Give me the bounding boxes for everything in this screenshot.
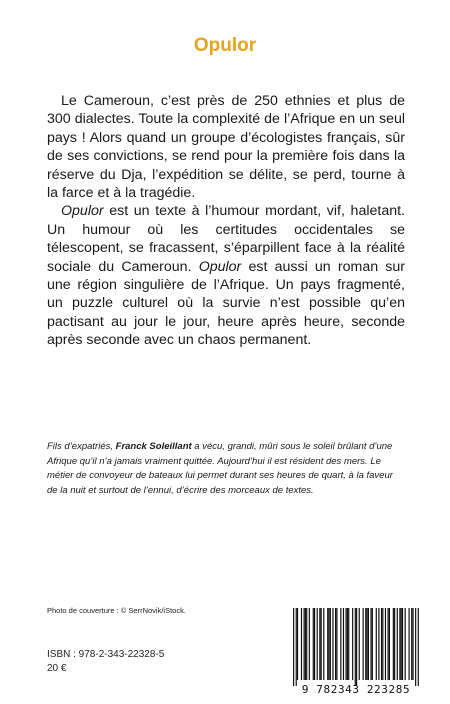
barcode-bar <box>359 608 360 680</box>
barcode-bar <box>319 608 320 680</box>
author-bio <box>47 440 405 498</box>
bio-prefix: Fils d’expatriés, <box>47 441 116 452</box>
barcode-bar <box>389 608 390 680</box>
barcode-bar <box>405 608 406 680</box>
barcode-bar <box>368 608 369 680</box>
barcode-bar <box>365 608 366 680</box>
barcode-bar <box>372 608 373 680</box>
barcode-bar <box>321 608 322 680</box>
barcode-bar <box>409 608 410 680</box>
barcode-bar <box>314 608 315 680</box>
bio-text: a vécu, grandi, mûri sous le soleil brûlant d’une Afrique qu’il n’a jamais vraiment quittée. Aujourd’hui il est résident des mers. Le métier de convoyeur de bateaux lui permet durant ses heures de quart, à la faveur de la nuit et surtout de l’ennui, d’écrire des morceaux de textes. <box>47 441 393 496</box>
barcode-bar <box>394 608 395 680</box>
barcode-digits: 9 782343 223285 <box>301 683 411 696</box>
barcode-bar <box>356 608 357 686</box>
barcode-bar <box>335 608 336 680</box>
barcode-bar <box>418 608 419 686</box>
barcode-bar <box>378 608 379 680</box>
barcode-bar <box>388 608 389 680</box>
barcode-bar <box>370 608 371 680</box>
price: 20 € <box>47 663 67 674</box>
barcode-bar <box>332 608 333 680</box>
cover-photo-credit: Photo de couverture : © SerrNovik/iStock. <box>47 606 186 615</box>
blurb-paragraph-2 <box>47 202 405 349</box>
barcode-bar <box>348 608 349 680</box>
barcode-bar <box>327 608 328 680</box>
barcode-bar <box>411 608 412 680</box>
title-mention: Opulor <box>61 203 104 220</box>
barcode-bar <box>296 608 297 686</box>
barcode-bar <box>401 608 402 680</box>
barcode-bar <box>402 608 403 680</box>
barcode-bar <box>352 608 353 680</box>
barcode-bar <box>317 608 318 680</box>
blurb-text: est aussi un roman sur une région singulière de l’Afrique. Un pays fragmenté, un puzzle culturel où la survie n’est possible qu’en pactisant au jour le jour, heure après heure, seconde après seconde avec un chaos permanent. <box>47 258 405 349</box>
blurb-paragraph-1: Le Cameroun, c’est près de 250 ethnies et plus de 300 dialectes. Toute la complexité de l’Afrique en un seul pays ! Alors quand un groupe d’écologistes français, sûr de ses convictions, se rend pour la première fois dans la réserve du Dja, l’expédition se délite, se perd, tourne à la farce et à la tragédie. <box>47 93 405 202</box>
barcode-bar <box>328 608 329 680</box>
barcode-bar <box>304 608 305 680</box>
barcode-bar <box>306 608 307 680</box>
barcode-bar <box>412 608 413 680</box>
barcode-bar <box>323 608 324 680</box>
isbn-number: ISBN : 978-2-343-22328-5 <box>47 649 165 660</box>
barcode-bar <box>293 608 294 686</box>
barcode-bar <box>305 608 306 680</box>
isbn-block <box>47 648 164 676</box>
barcode-bar <box>313 608 314 680</box>
barcode-bar <box>415 608 416 686</box>
barcode-bar <box>397 608 398 680</box>
barcode-bar <box>355 608 356 686</box>
barcode-bar <box>385 608 386 680</box>
barcode-bar <box>363 608 364 680</box>
barcode-bar <box>347 608 348 680</box>
book-title: Opulor <box>193 35 257 56</box>
barcode-bar <box>346 608 347 680</box>
barcode-bar <box>336 608 337 680</box>
barcode-bar <box>367 608 368 680</box>
author-name: Franck Soleillant <box>115 441 192 452</box>
back-cover-blurb <box>47 92 405 350</box>
title-mention: Opulor <box>198 258 242 275</box>
barcode-bar <box>330 608 331 680</box>
barcode-bar <box>376 608 377 680</box>
barcode-bar <box>343 608 344 680</box>
barcode-bar <box>381 608 382 680</box>
barcode-bar <box>301 608 302 680</box>
barcode-bar <box>399 608 400 680</box>
blurb-text: est un texte à l’humour mordant, vif, haletant. Un humour où les certitudes occidentales se télescopent, se fracassent, s’éparpillent face à la réalité sociale du Cameroun. <box>47 203 405 275</box>
barcode-bar <box>309 608 310 680</box>
barcode-bar <box>340 608 341 680</box>
barcode-bar <box>297 608 298 680</box>
barcode-bar <box>393 608 394 680</box>
barcode-bar <box>382 608 383 680</box>
